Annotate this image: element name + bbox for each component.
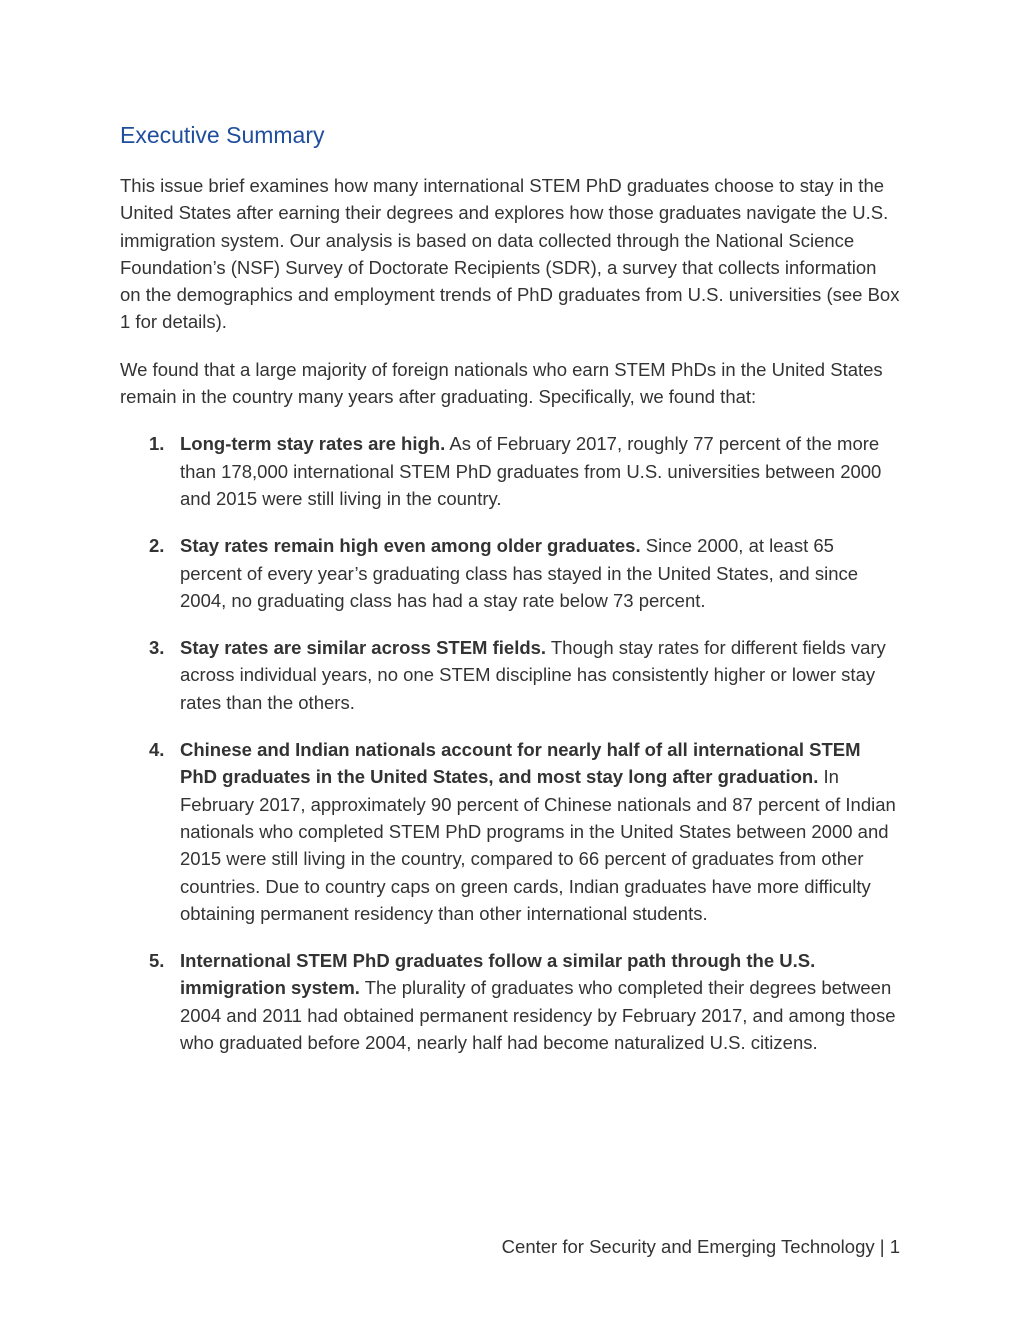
finding-item: [120, 634, 900, 716]
finding-text: In February 2017, approximately 90 percent of Chinese nationals and 87 percent of Indian nationals who completed STEM PhD programs in the United States between 2000 and 2015 were still living in the country, compared to 66 percent of graduates from other countries. Due to country caps on green cards, Indian graduates have more difficulty obtaining permanent residency than other international students.: [180, 766, 896, 924]
finding-lead: Chinese and Indian nationals account for nearly half of all international STEM PhD graduates in the United States, and most stay long after graduation.: [180, 739, 861, 788]
finding-item: [120, 947, 900, 1056]
finding-item: [120, 532, 900, 614]
finding-text: The plurality of graduates who completed their degrees between 2004 and 2011 had obtained permanent residency by February 2017, and among those who graduated before 2004, nearly half had become naturalized U.S. citizens.: [180, 977, 896, 1054]
finding-number: 2.: [149, 535, 165, 557]
finding-lead: Long-term stay rates are high.: [180, 433, 446, 455]
finding-text: Though stay rates for different fields vary across individual years, no one STEM discipline has consistently higher or lower stay rates than the others.: [180, 637, 886, 713]
finding-item: [120, 430, 900, 512]
finding-lead: Stay rates remain high even among older graduates.: [180, 535, 641, 557]
finding-number: 4.: [149, 739, 165, 761]
finding-lead: Stay rates are similar across STEM fields.: [180, 637, 547, 659]
finding-item: [120, 736, 900, 927]
intro-paragraph: This issue brief examines how many international STEM PhD graduates choose to stay in the United States after earning their degrees and explores how those graduates navigate the U.S. immigration system. Our analysis is based on data collected through the National Science Foundation’s (NSF) Survey of Doctorate Recipients (SDR), a survey that collects information on the demographics and employment trends of PhD graduates from U.S. universities (see Box 1 for details).: [120, 175, 900, 333]
finding-number: 1.: [149, 433, 165, 455]
body-content: [120, 172, 900, 1076]
finding-lead: International STEM PhD graduates follow a similar path through the U.S. immigration system.: [180, 950, 816, 999]
finding-text: Since 2000, at least 65 percent of every year’s graduating class has stayed in the United States, and since 2004, no graduating class has had a stay rate below 73 percent.: [180, 535, 859, 611]
section-heading: Executive Summary: [120, 122, 325, 148]
page-footer: Center for Security and Emerging Technology | 1: [501, 1236, 900, 1257]
findings-intro-paragraph: We found that a large majority of foreign nationals who earn STEM PhDs in the United States remain in the country many years after graduating. Specifically, we found that:: [120, 358, 883, 408]
finding-text: As of February 2017, roughly 77 percent of the more than 178,000 international STEM PhD graduates from U.S. universities between 2000 and 2015 were still living in the country.: [180, 433, 882, 509]
finding-number: 3.: [149, 637, 165, 659]
finding-number: 5.: [149, 950, 165, 972]
findings-list: [120, 430, 900, 1056]
